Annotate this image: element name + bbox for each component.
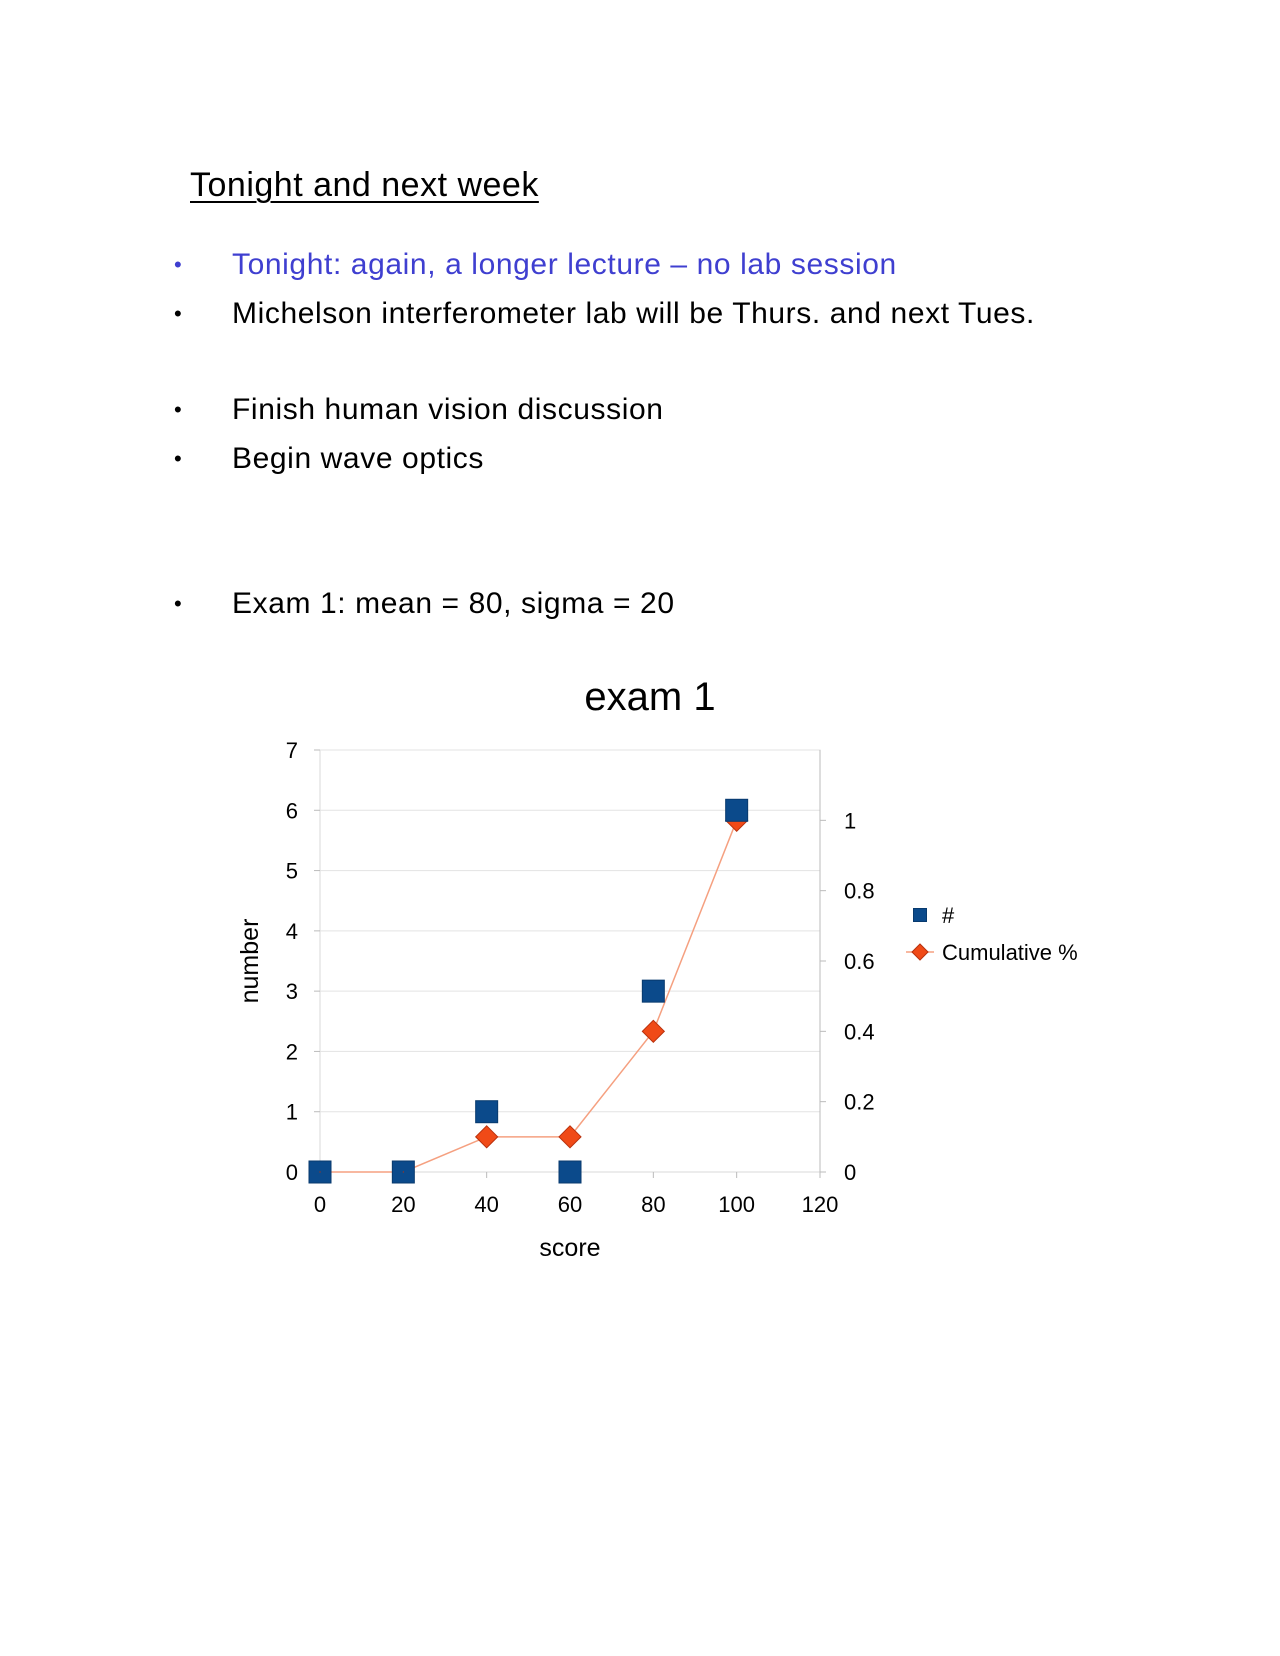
exam-chart <box>0 660 1280 1300</box>
bullet-text: Finish human vision discussion <box>232 393 664 426</box>
bullet-text: Tonight: again, a longer lecture – no lab session <box>232 248 897 281</box>
bullet-dot-icon: • <box>174 252 183 277</box>
y-tick-label: 5 <box>285 858 298 884</box>
y-tick-label: 6 <box>285 798 298 824</box>
cumulative-line <box>320 820 737 1172</box>
y-tick-label: 3 <box>285 979 298 1005</box>
x-tick-label: 20 <box>391 1192 416 1217</box>
slide-heading: Tonight and next week <box>190 166 539 204</box>
y-tick-label: 1 <box>285 1099 298 1125</box>
x-axis-label: score <box>539 1234 601 1262</box>
x-tick-label: 40 <box>474 1192 499 1217</box>
y2-tick-label: 0.2 <box>844 1089 875 1115</box>
legend-marker-count <box>914 909 927 922</box>
count-point <box>559 1161 581 1183</box>
y2-tick-label: 0.8 <box>844 878 875 904</box>
count-point <box>726 799 748 821</box>
y-axis-label: number <box>236 918 264 1004</box>
bullet-text: Exam 1: mean = 80, sigma = 20 <box>232 587 675 620</box>
bullet-dot-icon: • <box>174 397 183 422</box>
y-tick-label: 2 <box>285 1039 298 1065</box>
y-tick-label: 4 <box>285 918 298 944</box>
count-point <box>642 980 664 1002</box>
bullet-dot-icon: • <box>174 591 183 616</box>
count-point <box>476 1101 498 1123</box>
legend-label-cumulative: Cumulative % <box>942 940 1078 965</box>
bullet-dot-icon: • <box>174 446 183 471</box>
bullet-text: Michelson interferometer lab will be Thurs. and next Tues. <box>232 297 1035 330</box>
y-tick-label: 0 <box>285 1160 298 1185</box>
y2-tick-label: 0.6 <box>844 949 875 974</box>
bullet-dot-icon: • <box>174 301 183 326</box>
x-tick-label: 0 <box>313 1192 327 1217</box>
x-tick-label: 120 <box>801 1192 839 1217</box>
legend-label-count: # <box>942 903 955 928</box>
x-tick-label: 80 <box>641 1192 666 1217</box>
y2-tick-label: 1 <box>844 808 857 834</box>
cumulative-point <box>559 1126 581 1148</box>
cumulative-point <box>476 1126 498 1148</box>
x-tick-label: 100 <box>718 1192 756 1217</box>
chart-title: exam 1 <box>584 675 716 719</box>
y2-tick-label: 0 <box>844 1160 857 1185</box>
y-tick-label: 7 <box>285 738 298 763</box>
legend-marker-cumulative <box>912 944 928 960</box>
x-tick-label: 60 <box>557 1192 583 1217</box>
bullet-text: Begin wave optics <box>232 442 485 475</box>
cumulative-point <box>642 1020 664 1042</box>
y2-tick-label: 0.4 <box>844 1019 875 1045</box>
